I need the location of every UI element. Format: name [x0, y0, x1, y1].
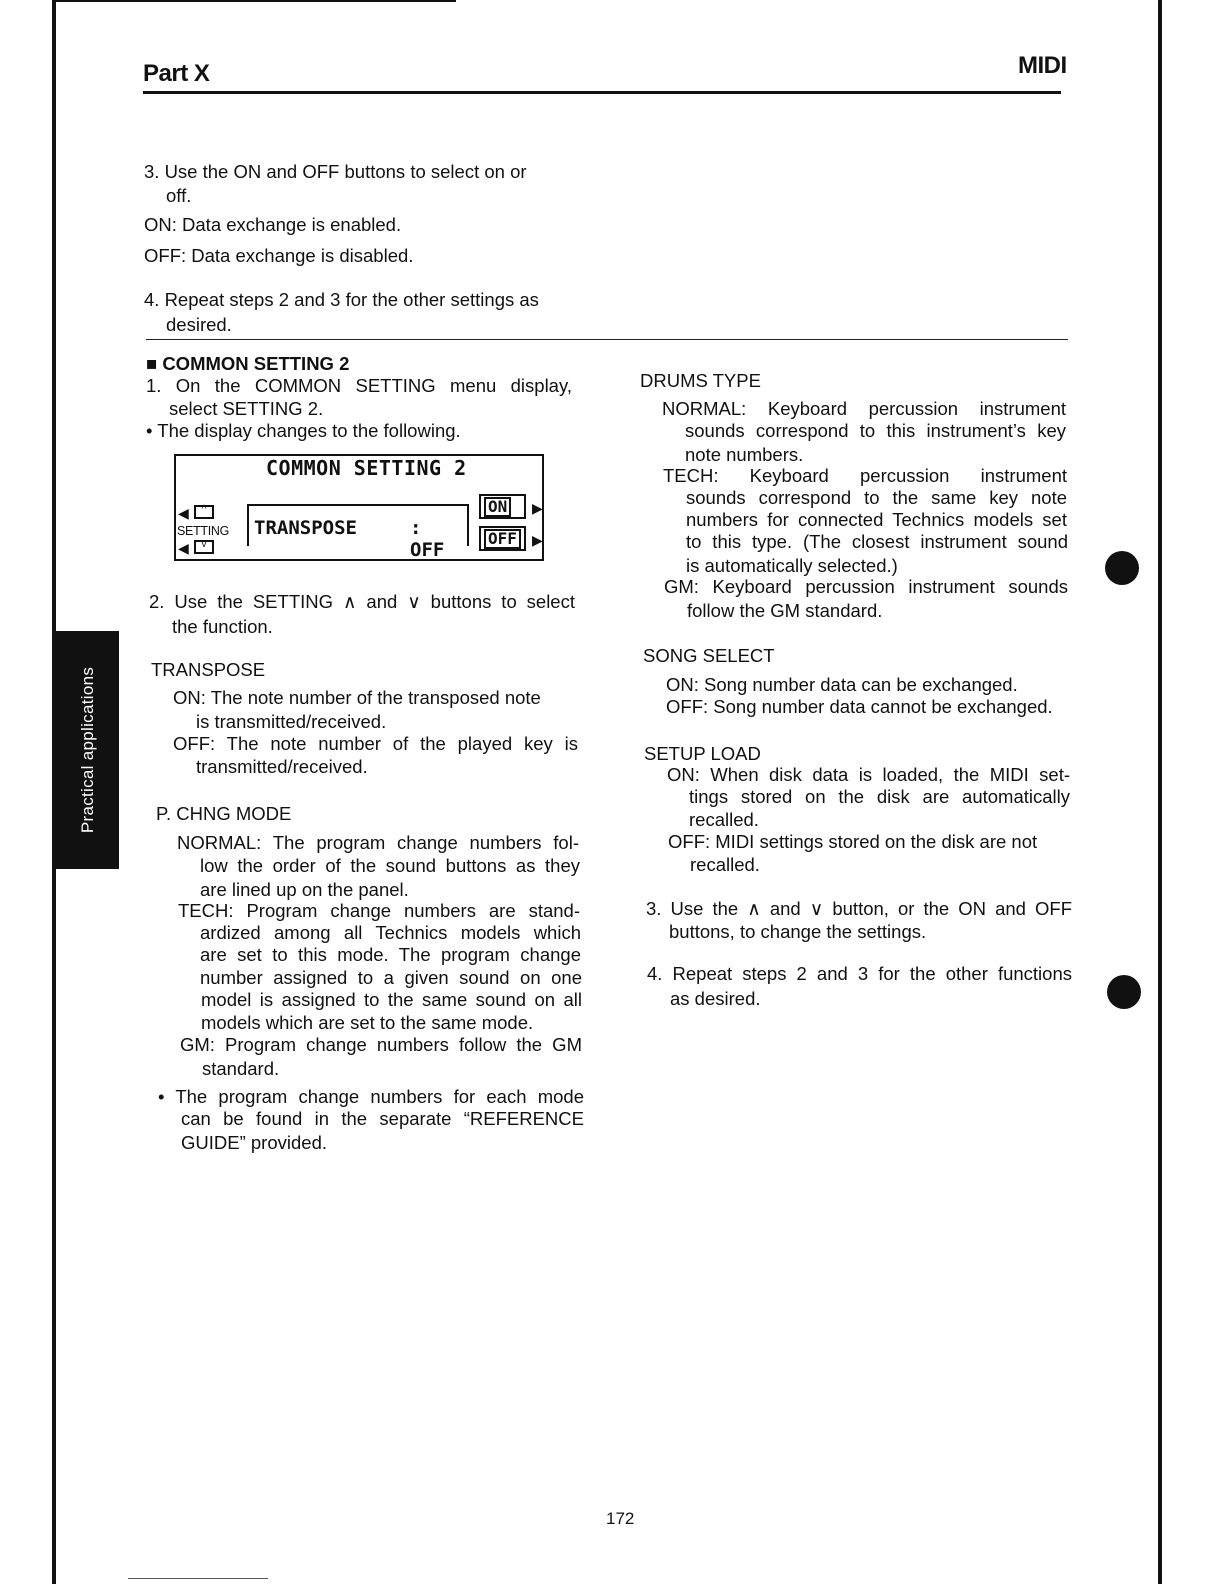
binding-hole-bottom — [1107, 975, 1141, 1009]
drums-title: DRUMS TYPE — [640, 370, 761, 391]
setup-on-line1: ON: When disk data is loaded, the MIDI set- — [667, 764, 1070, 785]
page-number: 172 — [606, 1509, 635, 1528]
pchng-title: P. CHNG MODE — [156, 803, 292, 824]
drums-tech-line1: TECH: Keyboard percussion instrument — [663, 465, 1067, 486]
on-button[interactable] — [479, 494, 526, 519]
song-title: SONG SELECT — [643, 645, 775, 666]
section-divider — [146, 339, 1068, 340]
pchng-normal-line3: are lined up on the panel. — [200, 879, 409, 900]
scan-border-bottom — [128, 1578, 268, 1579]
drums-normal-line1: NORMAL: Keyboard percussion instrument — [662, 398, 1066, 419]
drums-gm-line1: GM: Keyboard percussion instrument sounds — [664, 576, 1068, 597]
setup-title: SETUP LOAD — [644, 743, 761, 764]
intro-step4-line1: 4. Repeat steps 2 and 3 for the other settings as — [144, 289, 539, 310]
section-label: MIDI — [1018, 52, 1067, 79]
caret-down-icon: v — [201, 539, 207, 550]
scan-border-right — [1158, 0, 1162, 1584]
header-rule — [143, 91, 1061, 94]
off-button[interactable] — [479, 526, 526, 551]
section-heading: ■ COMMON SETTING 2 — [146, 353, 350, 374]
right-step3-line1: 3. Use the ∧ and ∨ button, or the ON and OFF — [646, 898, 1072, 919]
off-button-label: OFF — [484, 529, 521, 549]
side-tab — [56, 631, 119, 869]
pchng-tech-line2: ardized among all Technics models which — [200, 922, 581, 943]
left-step2-line2: the function. — [172, 616, 273, 637]
transpose-on-line2: is transmitted/received. — [196, 711, 387, 732]
lcd-display — [174, 454, 544, 561]
intro-off-line: OFF: Data exchange is disabled. — [144, 245, 414, 266]
lcd-title: COMMON SETTING 2 — [266, 456, 467, 480]
part-label: Part X — [143, 60, 210, 87]
setup-off-line1: OFF: MIDI settings stored on the disk are not — [668, 831, 1038, 852]
left-step2-line1: 2. Use the SETTING ∧ and ∨ buttons to select — [149, 591, 575, 612]
right-step4-line2: as desired. — [670, 988, 761, 1009]
pchng-normal-line2: low the order of the sound buttons as they — [200, 855, 580, 876]
side-tab-label: Practical applications — [77, 666, 97, 834]
drums-normal-line2: sounds correspond to this instrument’s key — [685, 420, 1066, 441]
setting-down-button[interactable] — [194, 540, 214, 554]
lcd-setting-label: SETTING — [177, 524, 230, 538]
lcd-function-name: TRANSPOSE — [254, 517, 357, 539]
pchng-gm-line1: GM: Program change numbers follow the GM — [180, 1034, 582, 1055]
lcd-function-field — [247, 504, 469, 561]
pchng-tech-line1: TECH: Program change numbers are stand- — [178, 900, 580, 921]
transpose-title: TRANSPOSE — [151, 659, 266, 680]
drums-tech-line4: to this type. (The closest instrument sound — [686, 531, 1068, 552]
setup-off-line2: recalled. — [690, 854, 760, 875]
setting-up-button[interactable] — [194, 505, 214, 519]
binding-hole-top — [1105, 551, 1139, 585]
left-step1-line1: 1. On the COMMON SETTING menu display, — [146, 375, 572, 396]
left-bullet1: • The display changes to the following. — [146, 420, 461, 441]
setup-on-line2: tings stored on the disk are automatically — [689, 786, 1070, 807]
transpose-off-line1: OFF: The note number of the played key is — [173, 733, 578, 754]
lcd-function-value: : OFF — [410, 517, 445, 561]
pchng-tech-line3: are set to this mode. The program change — [200, 944, 581, 965]
intro-step3-line2: off. — [166, 185, 192, 206]
transpose-on-line1: ON: The note number of the transposed note — [173, 687, 541, 708]
lcd-left-arrow-up: ◀ — [178, 505, 189, 521]
drums-gm-line2: follow the GM standard. — [687, 600, 883, 621]
right-step3-line2: buttons, to change the settings. — [669, 921, 927, 942]
pchng-gm-line2: standard. — [202, 1058, 280, 1079]
pchng-tech-line5: model is assigned to the same sound on all — [201, 989, 582, 1010]
left-step1-line2: select SETTING 2. — [169, 398, 324, 419]
drums-normal-line3: note numbers. — [685, 444, 804, 465]
on-button-label: ON — [484, 497, 511, 517]
pchng-tech-line4: number assigned to a given sound on one — [200, 967, 582, 988]
intro-step3-line1: 3. Use the ON and OFF buttons to select on or — [144, 161, 527, 182]
drums-tech-line3: numbers for connected Technics models set — [686, 509, 1067, 530]
drums-tech-line2: sounds correspond to the same key note — [686, 487, 1067, 508]
intro-step4-line2: desired. — [166, 314, 232, 335]
right-step4-line1: 4. Repeat steps 2 and 3 for the other functions — [647, 963, 1072, 984]
left-bullet2-line2: can be found in the separate “REFERENCE — [181, 1108, 584, 1129]
left-bullet2-line3: GUIDE” provided. — [181, 1132, 327, 1153]
intro-on-line: ON: Data exchange is enabled. — [144, 214, 402, 235]
scan-border-top — [56, 0, 456, 2]
left-bullet2-line1: • The program change numbers for each mode — [158, 1086, 584, 1107]
off-right-arrow: ▶ — [532, 532, 543, 548]
song-off-line: OFF: Song number data cannot be exchanged. — [666, 696, 1053, 717]
lcd-left-arrow-down: ◀ — [178, 540, 189, 556]
transpose-off-line2: transmitted/received. — [196, 756, 368, 777]
pchng-tech-line6: models which are set to the same mode. — [201, 1012, 534, 1033]
caret-up-icon: ^ — [201, 504, 207, 515]
setup-on-line3: recalled. — [689, 809, 759, 830]
drums-tech-line5: is automatically selected.) — [686, 555, 898, 576]
song-on-line: ON: Song number data can be exchanged. — [666, 674, 1018, 695]
on-right-arrow: ▶ — [532, 500, 543, 516]
pchng-normal-line1: NORMAL: The program change numbers fol- — [177, 832, 579, 853]
